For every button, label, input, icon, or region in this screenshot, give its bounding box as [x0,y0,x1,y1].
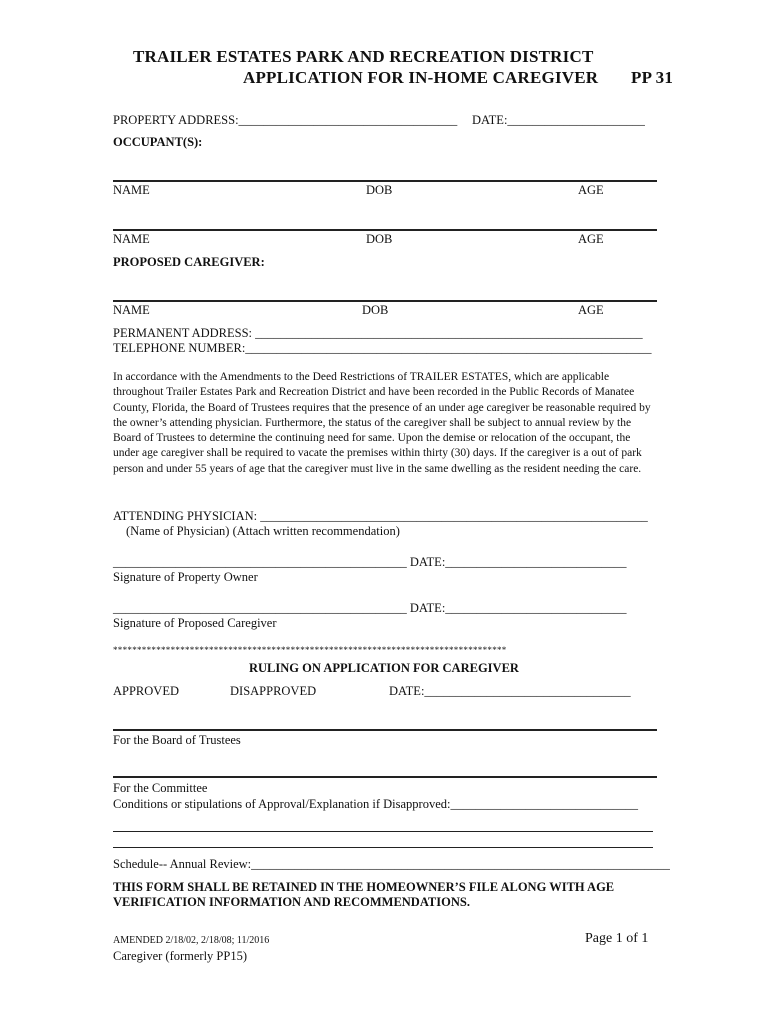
caregiver-heading: PROPOSED CAREGIVER: [113,255,265,269]
amended-dates: AMENDED 2/18/02, 2/18/08; 11/2016 [113,935,270,946]
property-address-field[interactable]: PROPERTY ADDRESS:___________________________________ [113,113,458,127]
permanent-address-field[interactable]: PERMANENT ADDRESS: ______________________________________________________________ [113,326,643,340]
approved-option[interactable]: APPROVED [113,684,179,698]
conditions-field[interactable]: Conditions or stipulations of Approval/Explanation if Disapproved:______________________________ [113,797,638,811]
occupant-1-line[interactable] [113,180,657,182]
occupant-1-dob-label: DOB [366,183,393,197]
owner-signature-label: Signature of Property Owner [113,570,258,584]
occupant-1-age-label: AGE [578,183,604,197]
caregiver-age-label: AGE [578,303,604,317]
committee-label: For the Committee [113,781,208,795]
occupant-2-line[interactable] [113,229,657,231]
caregiver-line[interactable] [113,300,657,302]
owner-signature-line[interactable]: _______________________________________________ DATE:_____________________________ [113,555,627,569]
policy-paragraph: In accordance with the Amendments to the Deed Restrictions of TRAILER ESTATES, which are applicable throughout Trailer Estates Park and Recreation District and have been recorded in the Public Records of Manatee County, Florida, the Board of Trustees requires that the presence of an under age caregiver be reasonable required by the owner’s attending physician. Furthermore, the status of the caregiver shall be subject to annual review by the Board of Trustees to determine the continuing need for same. Upon the demise or relocation of the occupant, the under age caregiver shall be required to vacate the premises within thirty (30) days. If the caregiver is a out of park person and under 55 years of age that the caregiver must live in the same dwelling as the resident needing the care. [113,371,651,475]
occupants-heading: OCCUPANT(S): [113,135,203,149]
annual-review-field[interactable]: Schedule-- Annual Review:___________________________________________________________________ [113,857,670,871]
caregiver-dob-label: DOB [362,303,389,317]
ruling-date-field[interactable]: DATE:_________________________________ [389,684,631,698]
title-line-2: APPLICATION FOR IN-HOME CAREGIVER [243,68,599,87]
conditions-blank-line-1[interactable] [113,831,653,832]
page-number: Page 1 of 1 [585,931,649,946]
formerly-note: Caregiver (formerly PP15) [113,949,247,963]
telephone-field[interactable]: TELEPHONE NUMBER:_________________________________________________________________ [113,341,652,355]
conditions-blank-line-2[interactable] [113,847,653,848]
occupant-2-dob-label: DOB [366,232,393,246]
occupant-2-age-label: AGE [578,232,604,246]
form-code: PP 31 [631,68,674,87]
disapproved-option[interactable]: DISAPPROVED [230,684,317,698]
notice-line-1: THIS FORM SHALL BE RETAINED IN THE HOMEOWNER’S FILE ALONG WITH AGE [113,880,615,894]
occupant-1-name-label: NAME [113,183,150,197]
occupant-2-name-label: NAME [113,232,150,246]
board-signature-line[interactable] [113,729,657,731]
attending-physician-field[interactable]: ATTENDING PHYSICIAN: ______________________________________________________________ [113,509,648,523]
caregiver-signature-label: Signature of Proposed Caregiver [113,616,277,630]
ruling-heading: RULING ON APPLICATION FOR CAREGIVER [249,661,519,675]
notice-line-2: VERIFICATION INFORMATION AND RECOMMENDATIONS. [113,895,470,909]
caregiver-signature-line[interactable]: _______________________________________________ DATE:_____________________________ [113,601,627,615]
committee-signature-line[interactable] [113,776,657,778]
caregiver-name-label: NAME [113,303,150,317]
board-label: For the Board of Trustees [113,733,241,747]
physician-note: (Name of Physician) (Attach written recommendation) [126,524,400,538]
title-line-1: TRAILER ESTATES PARK AND RECREATION DISTRICT [133,47,594,66]
asterisk-separator: ********************************************************************************** [113,645,507,655]
date-field[interactable]: DATE:______________________ [472,113,645,127]
